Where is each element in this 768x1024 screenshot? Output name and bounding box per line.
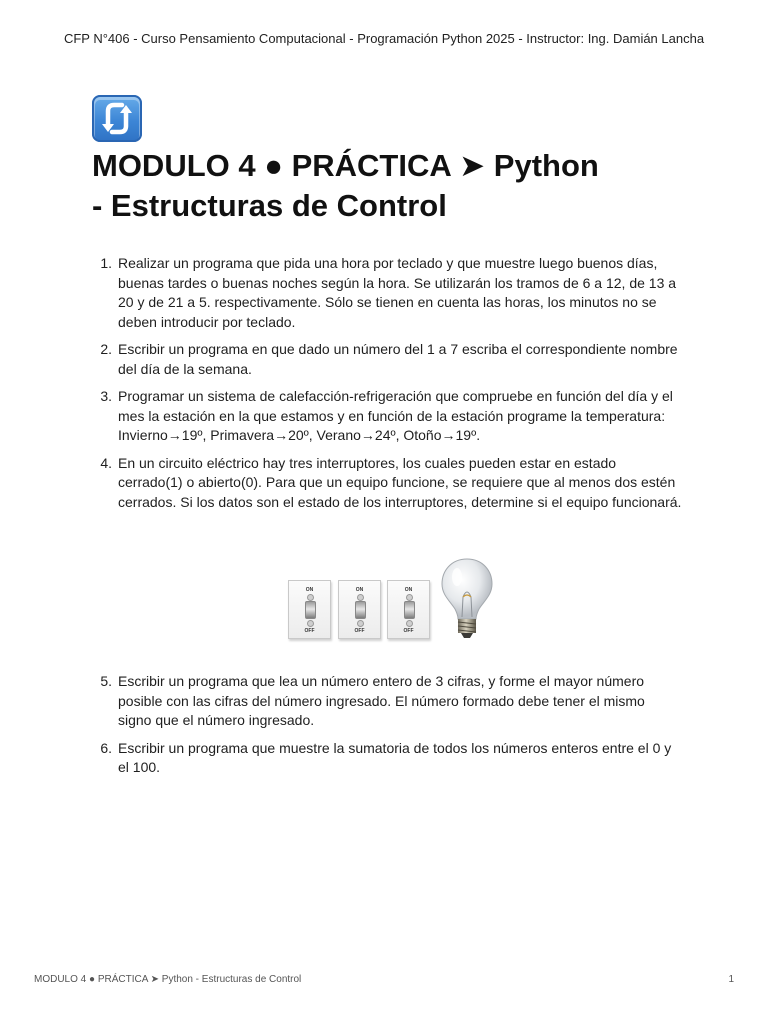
exercise-text: En un circuito eléctrico hay tres interruptores, los cuales pueden estar en estado cerrado(1) o abierto(0). Para que un equipo funcione, se requiere que al menos dos estén cerrados. Si los datos son el estado de los interruptores, determine si el equipo funcionará. — [118, 454, 682, 510]
exercise-text: Escribir un programa en que dado un número del 1 a 7 escriba el correspondiente nombre del día de la semana. — [118, 341, 678, 377]
switch-toggle — [305, 601, 316, 619]
title-line-2: - Estructuras de Control — [92, 188, 447, 223]
exercise-item-3 — [92, 387, 682, 446]
exercise-item-5 — [92, 672, 682, 731]
page-number: 1 — [728, 974, 734, 985]
exercise-number: 4. — [100, 454, 112, 471]
exercise-item-1 — [92, 254, 682, 332]
exercise-item-4 — [92, 454, 682, 513]
screw-icon — [307, 620, 314, 627]
exercise-list-continued — [92, 672, 682, 786]
screw-icon — [357, 594, 364, 601]
exercise-text: Escribir un programa que lea un número entero de 3 cifras, y forme el mayor número posible con las cifras del número ingresado. El número formado debe tener el mismo signo que el número ingresado. — [118, 673, 645, 729]
switch-off-label: OFF — [304, 628, 315, 634]
light-switch-icon — [338, 580, 381, 639]
clockwise-arrows-icon — [92, 95, 142, 142]
screw-icon — [357, 620, 364, 627]
exercise-item-6 — [92, 739, 682, 778]
light-bulb-icon — [439, 557, 495, 641]
title-line-1: MODULO 4 ● PRÁCTICA ➤ Python — [92, 148, 599, 183]
switch-on-label: ON — [355, 587, 364, 593]
exercise-number: 6. — [100, 739, 112, 756]
exercise-text: Programar un sistema de calefacción-refrigeración que compruebe en función del día y el mes la estación en la que estamos y en función de la estación programe la temperatura: Invierno→19º, Primavera→20º, Verano→24º, Otoño→19º. — [118, 388, 673, 444]
switch-toggle — [404, 601, 415, 619]
light-switch-icon — [387, 580, 430, 639]
screw-icon — [406, 594, 413, 601]
switch-off-label: OFF — [403, 628, 414, 634]
screw-icon — [406, 620, 413, 627]
switches-and-bulb-illustration — [288, 557, 498, 641]
page-footer-title: MODULO 4 ● PRÁCTICA ➤ Python - Estructuras de Control — [34, 974, 302, 985]
page-header: CFP N°406 - Curso Pensamiento Computacional - Programación Python 2025 - Instructor: Ing. Damián Lancha — [63, 31, 705, 46]
switch-off-label: OFF — [354, 628, 365, 634]
light-switch-icon — [288, 580, 331, 639]
exercise-number: 5. — [100, 673, 112, 689]
exercise-number: 1. — [100, 255, 112, 271]
exercise-text: Escribir un programa que muestre la sumatoria de todos los números enteros entre el 0 y el 100. — [118, 739, 672, 776]
exercise-text: Realizar un programa que pida una hora por teclado y que muestre luego buenos días, buenas tardes o buenas noches según la hora. Se utilizarán los tramos de 6 a 12, de 13 a 20 y de 21 a 5. respectivamente. Sólo se tienen en cuenta las horas, los minutos no se deben introducir por teclado. — [118, 255, 677, 330]
page-title — [92, 146, 692, 226]
exercise-number: 2. — [100, 341, 112, 358]
switch-on-label: ON — [404, 587, 413, 593]
switch-on-label: ON — [305, 587, 314, 593]
switch-toggle — [355, 601, 366, 619]
exercise-item-2 — [92, 340, 682, 379]
exercise-number: 3. — [100, 388, 112, 405]
screw-icon — [307, 594, 314, 601]
exercise-list — [92, 254, 682, 520]
